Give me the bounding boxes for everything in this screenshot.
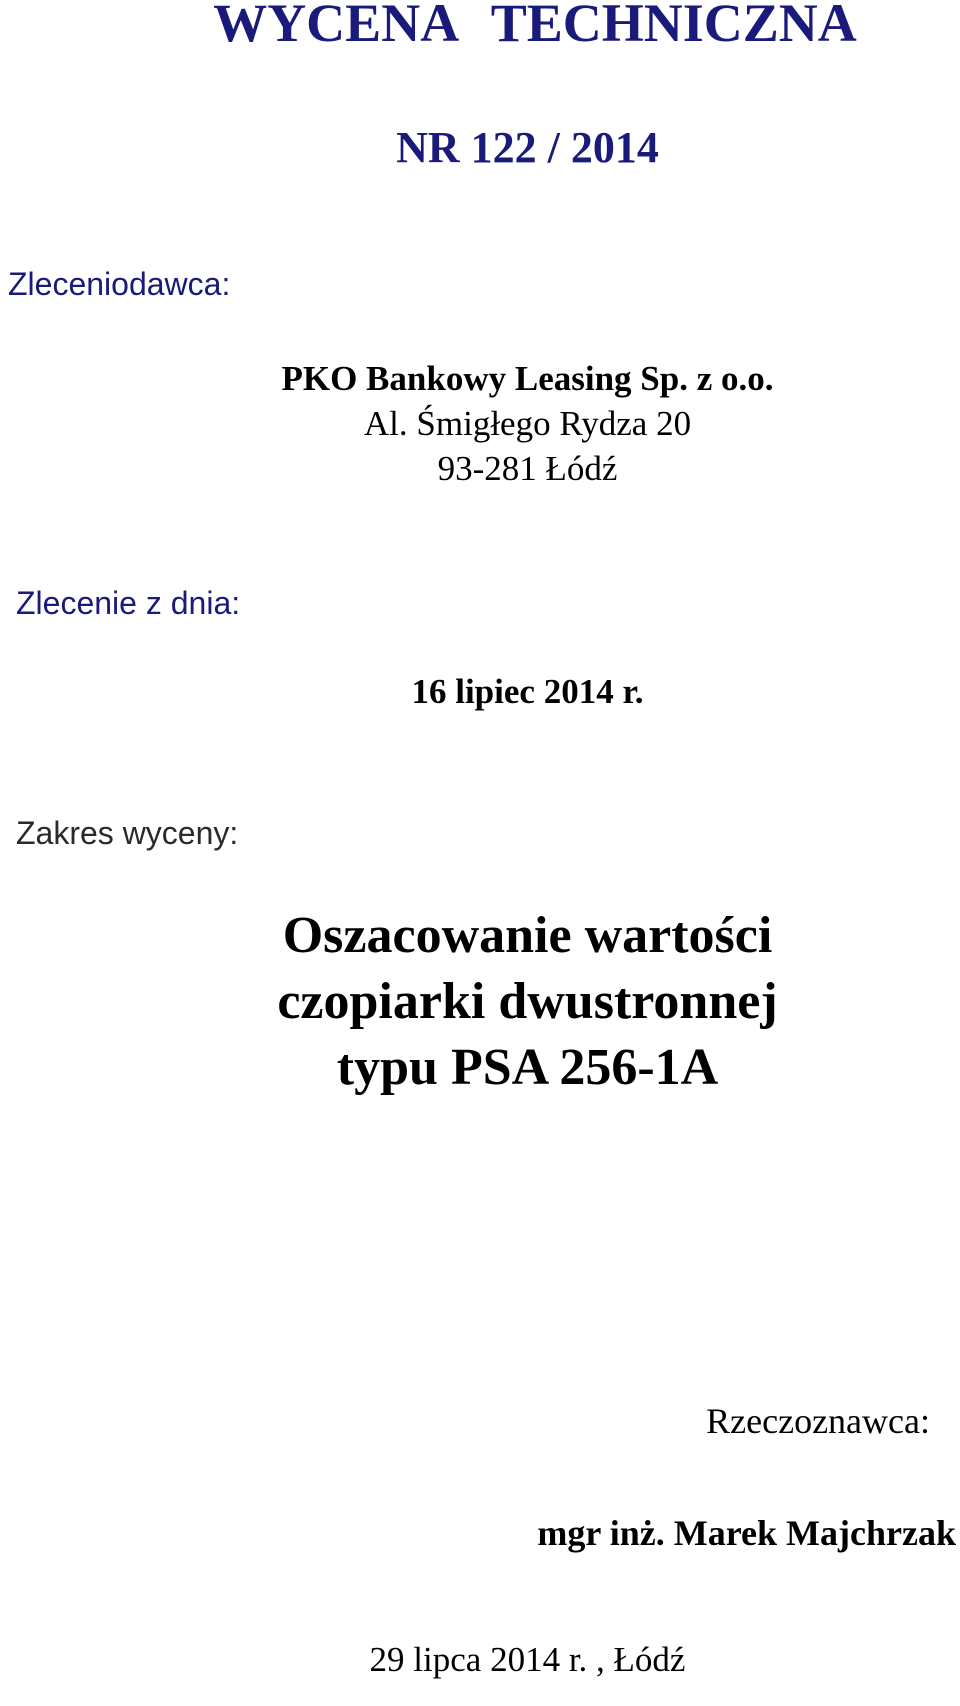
document-title: WYCENA TECHNICZNA	[213, 0, 857, 53]
document-number: NR 122 / 2014	[396, 123, 659, 172]
client-address-city: 93-281 Łódź	[437, 449, 618, 488]
order-date-value: 16 lipiec 2014 r.	[411, 672, 644, 711]
client-address-street: Al. Śmigłego Rydza 20	[363, 404, 692, 443]
client-label: Zleceniodawca:	[8, 266, 231, 302]
scope-line: czopiarki dwustronnej	[277, 973, 778, 1030]
order-date-label: Zlecenie z dnia:	[16, 585, 241, 621]
scope-line: Oszacowanie wartości	[282, 907, 773, 964]
place-and-date: 29 lipca 2014 r. , Łódź	[369, 1640, 686, 1679]
scope-line: typu PSA 256-1A	[336, 1039, 719, 1096]
appraiser-label: Rzeczoznawca:	[706, 1401, 930, 1441]
appraiser-name: mgr inż. Marek Majchrzak	[537, 1513, 956, 1553]
scope-label: Zakres wyceny:	[16, 815, 239, 851]
client-name: PKO Bankowy Leasing Sp. z o.o.	[281, 359, 774, 398]
